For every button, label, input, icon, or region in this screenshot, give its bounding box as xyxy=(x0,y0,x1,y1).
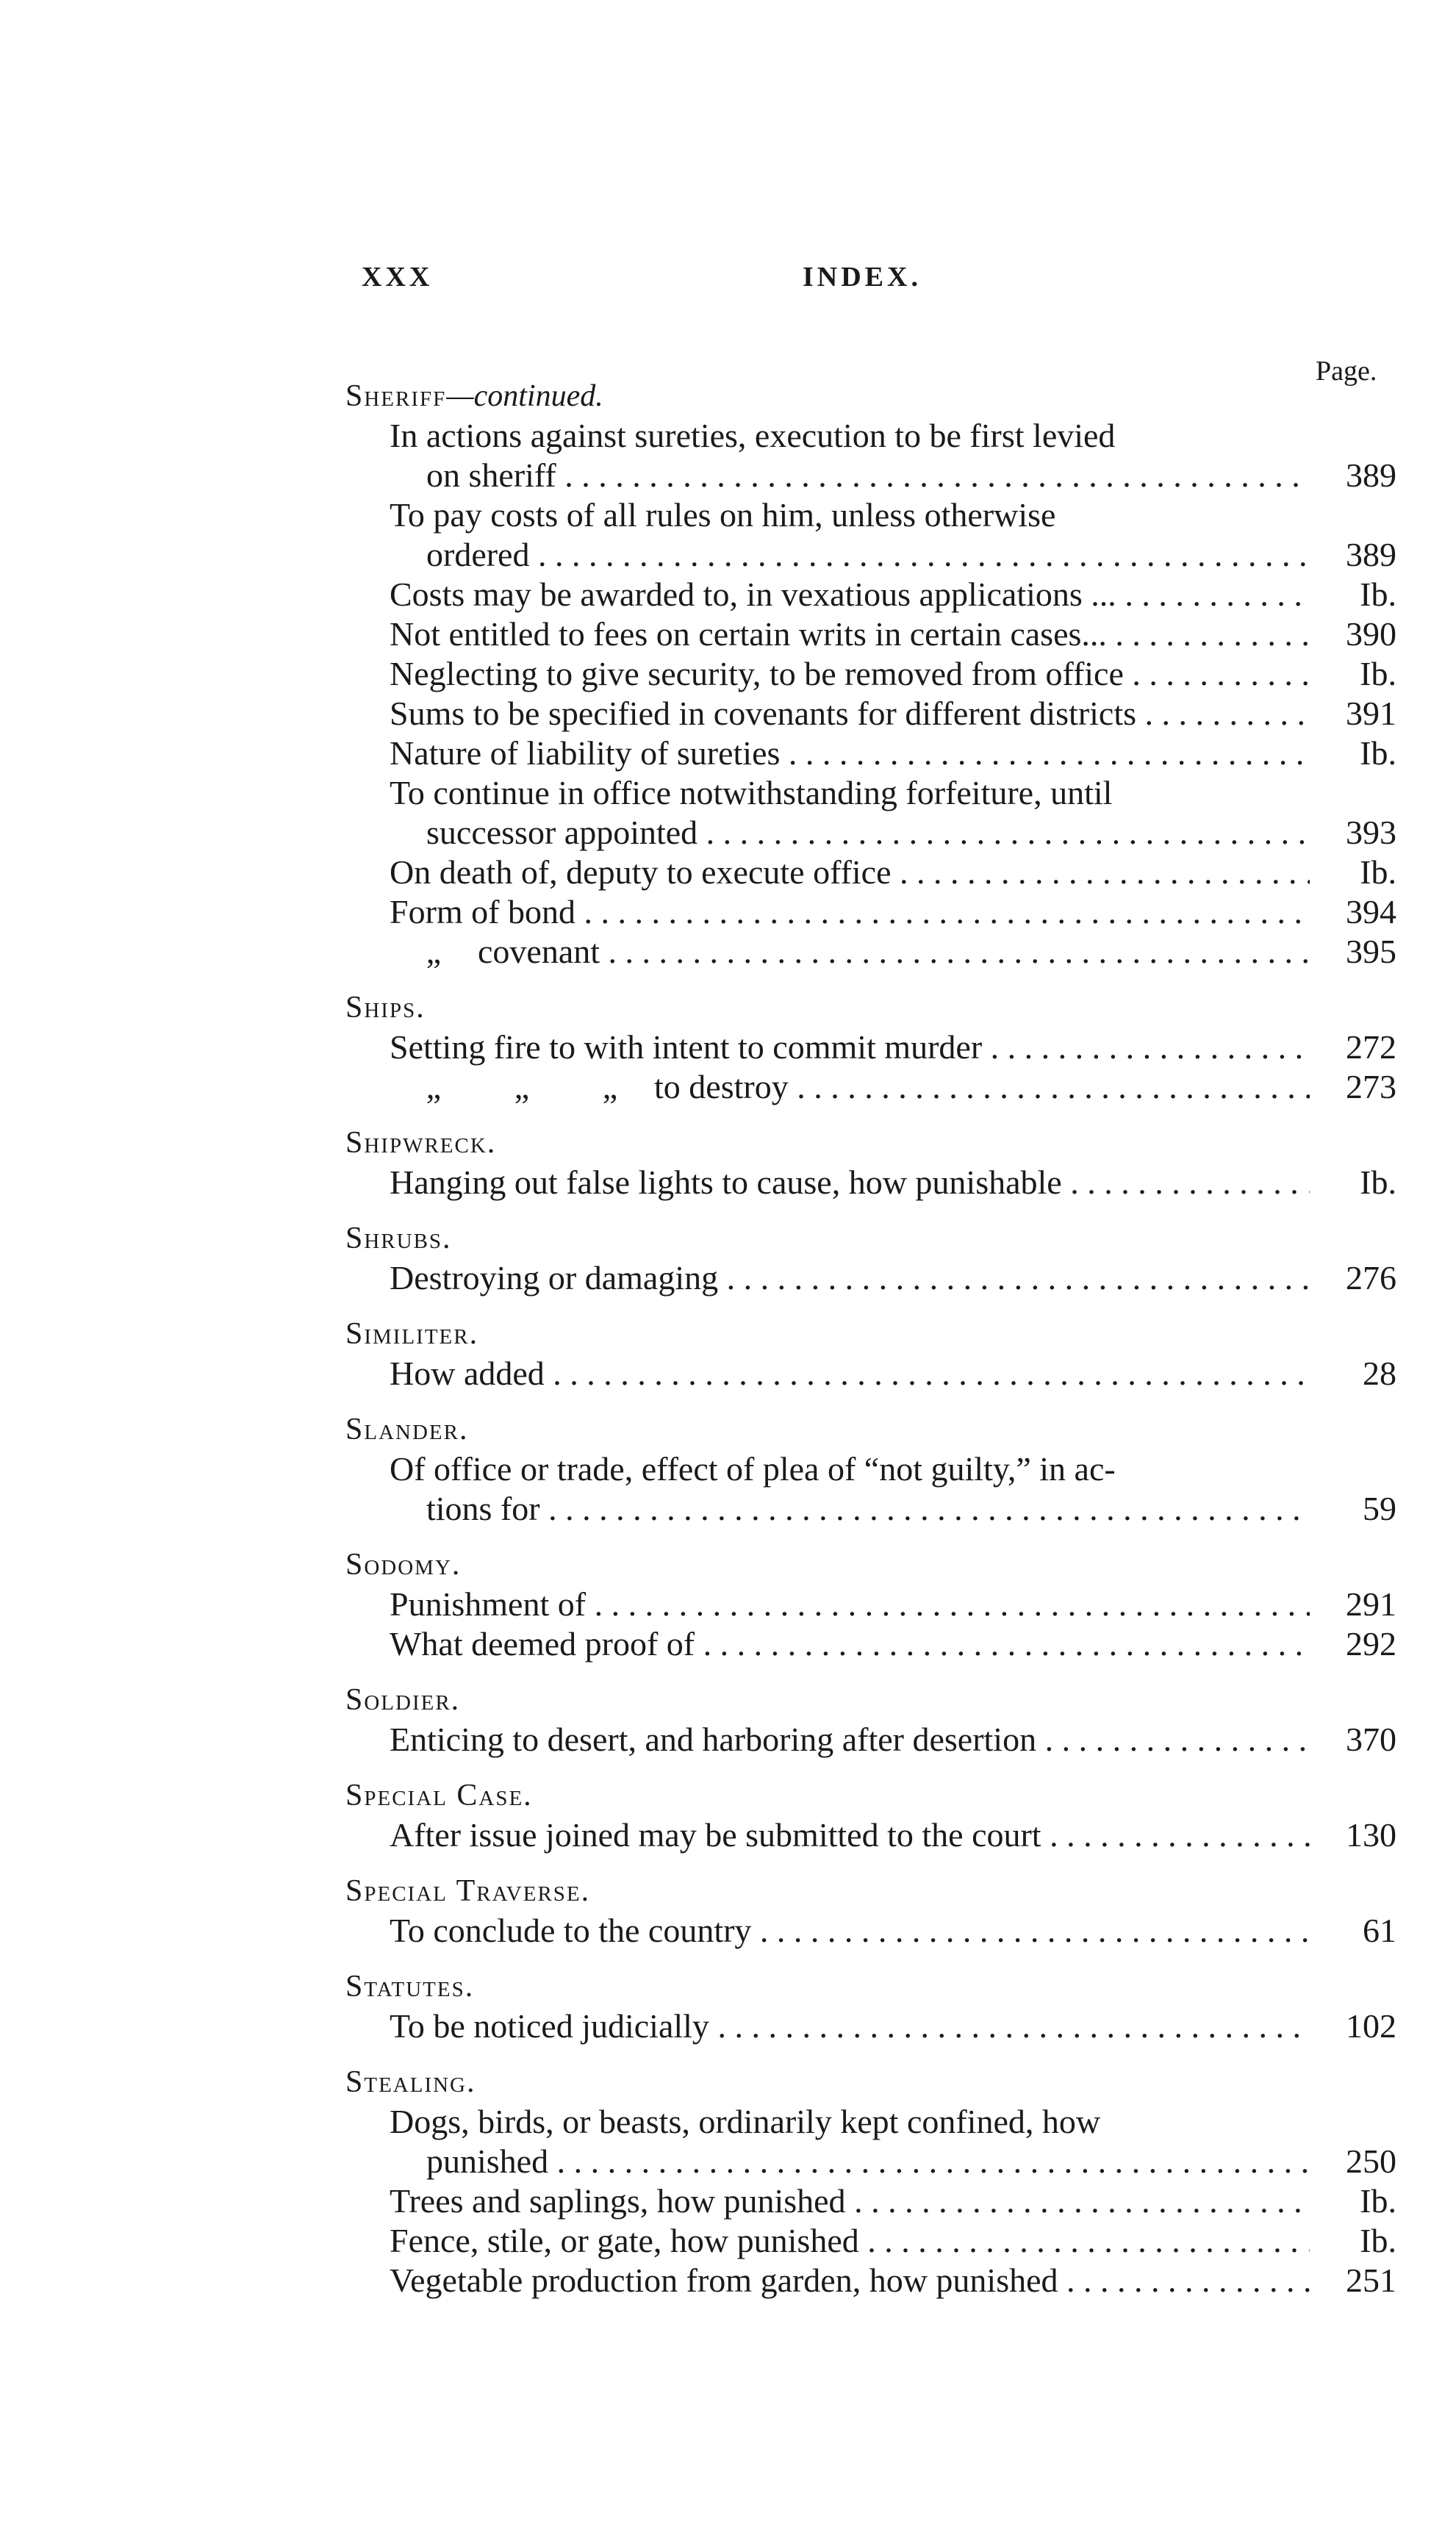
running-title: INDEX. xyxy=(803,262,922,293)
index-item xyxy=(345,416,1396,495)
index-item xyxy=(345,575,1396,614)
page-reference: 393 xyxy=(1346,814,1396,851)
page-reference: 370 xyxy=(1346,1721,1396,1758)
item-text: Sums to be specified in covenants for different districts xyxy=(390,695,1137,732)
index-item xyxy=(345,1258,1396,1298)
item-text-line1: Dogs, birds, or beasts, ordinarily kept confined, how xyxy=(390,2103,1101,2140)
index-entry xyxy=(345,1967,1396,2046)
item-text-wrapper xyxy=(390,1354,1310,1394)
index-item xyxy=(345,734,1396,773)
index-entry xyxy=(345,376,1396,972)
page-reference: 28 xyxy=(1363,1355,1396,1392)
item-text-line1: To pay costs of all rules on him, unless otherwise xyxy=(390,496,1056,534)
index-item xyxy=(345,1624,1396,1664)
item-text-wrapper xyxy=(390,1067,1310,1107)
item-text-line1: In actions against sureties, execution to be first levied xyxy=(390,417,1116,454)
page-column-label: Page. xyxy=(1316,356,1377,387)
page-reference: 276 xyxy=(1346,1259,1396,1296)
entry-heading xyxy=(345,988,1396,1027)
index-item xyxy=(345,614,1396,654)
entry-heading xyxy=(345,1967,1396,2006)
item-text-wrapper xyxy=(390,2221,1310,2261)
item-text: How added xyxy=(390,1355,545,1392)
item-text-wrapper xyxy=(390,1163,1310,1202)
entry-heading-text: Special Case. xyxy=(345,1779,533,1812)
index-entry xyxy=(345,988,1396,1107)
item-text: to destroy xyxy=(654,1068,789,1105)
page-reference: Ib. xyxy=(1360,1163,1396,1201)
item-text-wrapper xyxy=(390,1911,1310,1951)
item-text-wrapper xyxy=(390,932,1310,972)
entry-heading-text: Shipwreck. xyxy=(345,1126,497,1160)
item-text-wrapper xyxy=(390,1815,1310,1855)
index-entry xyxy=(345,2062,1396,2300)
item-text-line2: ordered . . . xyxy=(426,535,1310,575)
running-head xyxy=(362,261,950,305)
index-item xyxy=(345,2181,1396,2221)
ditto-mark: „ xyxy=(514,1068,530,1105)
index-entry xyxy=(345,1680,1396,1760)
item-text-wrapper xyxy=(390,1258,1310,1298)
entry-heading xyxy=(345,1545,1396,1585)
entry-heading-text: Slander. xyxy=(345,1413,469,1446)
page-reference: Ib. xyxy=(1360,734,1396,772)
page-reference: 59 xyxy=(1363,1490,1396,1527)
item-text-wrapper xyxy=(390,1585,1310,1624)
item-text-wrapper xyxy=(390,2261,1310,2300)
page-reference: Ib. xyxy=(1360,655,1396,692)
item-text-wrapper xyxy=(390,1027,1310,1067)
page-reference: 394 xyxy=(1346,893,1396,930)
item-text: Punishment of xyxy=(390,1585,587,1623)
index-item xyxy=(345,1585,1396,1624)
item-text: Not entitled to fees on certain writs in certain cases... xyxy=(390,615,1107,653)
index-item xyxy=(345,1027,1396,1067)
index-entry xyxy=(345,1545,1396,1664)
index-item xyxy=(345,495,1396,575)
item-text: To be noticed judicially xyxy=(390,2007,709,2045)
page-reference: Ib. xyxy=(1360,2182,1396,2220)
index-item xyxy=(345,694,1396,734)
item-text-wrapper xyxy=(390,853,1310,892)
page-reference: 61 xyxy=(1363,1912,1396,1949)
entry-heading xyxy=(345,1219,1396,1258)
entry-heading-suffix: —continued. xyxy=(446,379,603,413)
index-item xyxy=(345,853,1396,892)
entry-heading-text: Similiter. xyxy=(345,1317,479,1351)
item-text-wrapper xyxy=(390,575,1310,614)
item-text: Vegetable production from garden, how punished xyxy=(390,2262,1058,2299)
index-entry xyxy=(345,1410,1396,1529)
item-text: Destroying or damaging xyxy=(390,1259,719,1296)
index-entry xyxy=(345,1871,1396,1951)
page-reference: 391 xyxy=(1346,695,1396,732)
item-text-wrapper xyxy=(390,654,1310,694)
entry-heading-text: Sodomy. xyxy=(345,1548,462,1582)
entry-heading-text: Ships. xyxy=(345,991,426,1025)
page-reference: 291 xyxy=(1346,1585,1396,1623)
item-text: covenant xyxy=(478,933,600,970)
page-reference: 273 xyxy=(1346,1068,1396,1105)
item-text: Nature of liability of sureties xyxy=(390,734,781,772)
entry-heading xyxy=(345,1871,1396,1911)
page-reference: Ib. xyxy=(1360,2222,1396,2259)
entry-heading xyxy=(345,1776,1396,1815)
page-reference: 102 xyxy=(1346,2007,1396,2045)
item-text: Fence, stile, or gate, how punished xyxy=(390,2222,859,2259)
entry-heading-text: Soldier. xyxy=(345,1683,461,1717)
item-text-wrapper xyxy=(390,734,1310,773)
index-item xyxy=(345,932,1396,972)
page-reference: 272 xyxy=(1346,1028,1396,1066)
index-item xyxy=(345,773,1396,853)
page-reference: 292 xyxy=(1346,1625,1396,1663)
index-item xyxy=(345,1911,1396,1951)
page-reference: 250 xyxy=(1346,2142,1396,2180)
item-text-wrapper xyxy=(390,1720,1310,1760)
item-text-wrapper xyxy=(390,614,1310,654)
index-entry xyxy=(345,1314,1396,1394)
item-text-wrapper xyxy=(390,2181,1310,2221)
item-text-line2: punished . . . xyxy=(426,2142,1310,2181)
page-folio: XXX xyxy=(362,262,434,293)
page-reference: Ib. xyxy=(1360,575,1396,613)
page-reference: 395 xyxy=(1346,933,1396,970)
item-text-line2: on sheriff . . . xyxy=(426,456,1310,495)
page-reference: Ib. xyxy=(1360,853,1396,891)
index-item xyxy=(345,1354,1396,1394)
index-item xyxy=(345,2006,1396,2046)
page-reference: 390 xyxy=(1346,615,1396,653)
item-text: Hanging out false lights to cause, how punishable xyxy=(390,1163,1062,1201)
entry-heading xyxy=(345,1410,1396,1449)
item-text: On death of, deputy to execute office xyxy=(390,853,892,891)
item-text-wrapper xyxy=(390,2006,1310,2046)
index-item xyxy=(345,892,1396,932)
ditto-mark: „ xyxy=(426,1068,442,1105)
entry-heading-text: Shrubs. xyxy=(345,1222,452,1255)
page-reference: 389 xyxy=(1346,536,1396,573)
item-text-wrapper xyxy=(390,892,1310,932)
item-text: Neglecting to give security, to be removed from office xyxy=(390,655,1124,692)
entry-heading xyxy=(345,1314,1396,1354)
index-entry xyxy=(345,1776,1396,1855)
item-text-line1: To continue in office notwithstanding forfeiture, until xyxy=(390,774,1113,811)
index-item xyxy=(345,2261,1396,2300)
index-item xyxy=(345,1720,1396,1760)
item-text-line2: tions for . . . xyxy=(426,1489,1310,1529)
entry-heading xyxy=(345,1680,1396,1720)
entry-heading xyxy=(345,1123,1396,1163)
item-text: Costs may be awarded to, in vexatious applications ... xyxy=(390,575,1116,613)
item-text: Setting fire to with intent to commit murder xyxy=(390,1028,983,1066)
item-text-wrapper xyxy=(390,1624,1310,1664)
ditto-mark: „ xyxy=(602,1068,618,1105)
page-reference: 130 xyxy=(1346,1816,1396,1854)
item-text-wrapper xyxy=(390,694,1310,734)
item-text: Form of bond xyxy=(390,893,575,930)
ditto-mark: „ xyxy=(426,933,442,970)
entry-heading xyxy=(345,376,1396,416)
index-item xyxy=(345,1815,1396,1855)
index-body xyxy=(345,376,1396,2300)
entry-heading-text: Statutes. xyxy=(345,1970,475,2004)
item-text: After issue joined may be submitted to the court xyxy=(390,1816,1041,1854)
page-reference: 389 xyxy=(1346,456,1396,494)
page-reference: 251 xyxy=(1346,2262,1396,2299)
item-text-line1: Of office or trade, effect of plea of “not guilty,” in ac- xyxy=(390,1450,1116,1488)
index-item xyxy=(345,654,1396,694)
item-text: To conclude to the country xyxy=(390,1912,752,1949)
index-entry xyxy=(345,1219,1396,1298)
item-text: Trees and saplings, how punished xyxy=(390,2182,846,2220)
index-item xyxy=(345,1163,1396,1202)
item-text: What deemed proof of xyxy=(390,1625,695,1663)
item-text-line2: successor appointed . . . xyxy=(426,813,1310,853)
index-item xyxy=(345,2221,1396,2261)
entry-heading-text: Sheriff xyxy=(345,379,447,413)
index-item xyxy=(345,1449,1396,1529)
index-entry xyxy=(345,1123,1396,1202)
entry-heading-text: Stealing. xyxy=(345,2065,476,2099)
item-text: Enticing to desert, and harboring after desertion xyxy=(390,1721,1037,1758)
entry-heading xyxy=(345,2062,1396,2102)
index-item xyxy=(345,2102,1396,2181)
entry-heading-text: Special Traverse. xyxy=(345,1874,591,1908)
index-item xyxy=(345,1067,1396,1107)
